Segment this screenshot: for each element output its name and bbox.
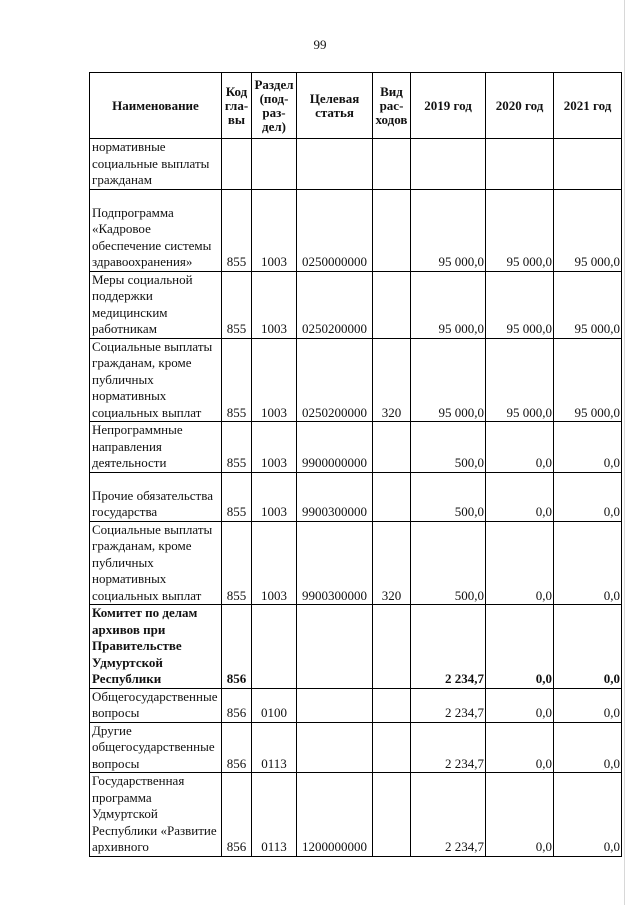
table-row <box>90 688 622 722</box>
cell-y2020: 0,0 <box>486 472 554 521</box>
cell-name: Подпрограмма «Кадровое обеспечение системы здравоохранения» <box>90 189 222 271</box>
cell-y2019: 500,0 <box>411 422 486 473</box>
cell-y2019: 95 000,0 <box>411 189 486 271</box>
cell-target: 0250200000 <box>297 271 373 338</box>
cell-section: 1003 <box>252 271 297 338</box>
table-header-row <box>90 73 622 139</box>
cell-target: 0250200000 <box>297 338 373 422</box>
page-number: 99 <box>313 37 327 52</box>
cell-chapter: 855 <box>222 189 252 271</box>
cell-y2019: 2 234,7 <box>411 688 486 722</box>
cell-section: 0113 <box>252 722 297 773</box>
cell-expense <box>373 472 411 521</box>
cell-y2019: 2 234,7 <box>411 722 486 773</box>
cell-y2020: 95 000,0 <box>486 338 554 422</box>
header-section: Раздел (под-раз-дел) <box>252 73 297 139</box>
table-row <box>90 472 622 521</box>
cell-y2021: 0,0 <box>554 521 622 605</box>
cell-name: Государственная программа Удмуртской Республики «Развитие архивного <box>90 773 222 857</box>
cell-y2021 <box>554 139 622 190</box>
cell-target <box>297 722 373 773</box>
cell-section: 1003 <box>252 338 297 422</box>
cell-expense <box>373 189 411 271</box>
header-target: Целевая статья <box>297 73 373 139</box>
cell-name: Комитет по делам архивов при Правительстве Удмуртской Республики <box>90 605 222 689</box>
table-row <box>90 605 622 689</box>
cell-y2020: 95 000,0 <box>486 189 554 271</box>
cell-target: 0250000000 <box>297 189 373 271</box>
cell-section <box>252 139 297 190</box>
cell-y2020: 0,0 <box>486 722 554 773</box>
budget-table <box>89 72 622 857</box>
cell-chapter: 855 <box>222 338 252 422</box>
header-2019: 2019 год <box>411 73 486 139</box>
cell-name: Социальные выплаты гражданам, кроме публичных нормативных социальных выплат <box>90 521 222 605</box>
cell-chapter <box>222 139 252 190</box>
cell-y2020 <box>486 139 554 190</box>
cell-expense <box>373 688 411 722</box>
cell-chapter: 856 <box>222 688 252 722</box>
cell-y2021: 95 000,0 <box>554 189 622 271</box>
header-2021: 2021 год <box>554 73 622 139</box>
cell-section <box>252 605 297 689</box>
cell-y2020: 0,0 <box>486 688 554 722</box>
cell-expense <box>373 773 411 857</box>
cell-section: 0113 <box>252 773 297 857</box>
cell-expense <box>373 605 411 689</box>
cell-section: 1003 <box>252 189 297 271</box>
cell-name: Непрограммные направления деятельности <box>90 422 222 473</box>
cell-y2021: 0,0 <box>554 688 622 722</box>
header-chapter: Код гла-вы <box>222 73 252 139</box>
cell-y2021: 95 000,0 <box>554 271 622 338</box>
cell-chapter: 856 <box>222 605 252 689</box>
cell-y2020: 95 000,0 <box>486 271 554 338</box>
table-row <box>90 422 622 473</box>
table-row <box>90 189 622 271</box>
cell-section: 1003 <box>252 521 297 605</box>
cell-y2021: 0,0 <box>554 722 622 773</box>
cell-chapter: 856 <box>222 722 252 773</box>
cell-y2021: 0,0 <box>554 773 622 857</box>
header-expense: Вид рас-ходов <box>373 73 411 139</box>
cell-expense <box>373 422 411 473</box>
cell-name: нормативные социальные выплаты гражданам <box>90 139 222 190</box>
cell-y2021: 0,0 <box>554 422 622 473</box>
cell-target: 9900300000 <box>297 521 373 605</box>
cell-chapter: 855 <box>222 521 252 605</box>
table-row <box>90 521 622 605</box>
cell-y2020: 0,0 <box>486 773 554 857</box>
cell-target <box>297 688 373 722</box>
cell-y2019: 95 000,0 <box>411 338 486 422</box>
header-2020: 2020 год <box>486 73 554 139</box>
cell-target <box>297 605 373 689</box>
cell-y2020: 0,0 <box>486 422 554 473</box>
cell-chapter: 855 <box>222 472 252 521</box>
cell-y2020: 0,0 <box>486 605 554 689</box>
cell-expense <box>373 271 411 338</box>
cell-name: Социальные выплаты гражданам, кроме публичных нормативных социальных выплат <box>90 338 222 422</box>
cell-section: 1003 <box>252 472 297 521</box>
table-row <box>90 271 622 338</box>
scan-edge-line <box>624 0 625 905</box>
cell-expense: 320 <box>373 338 411 422</box>
cell-chapter: 856 <box>222 773 252 857</box>
cell-y2021: 95 000,0 <box>554 338 622 422</box>
cell-target: 9900000000 <box>297 422 373 473</box>
cell-target <box>297 139 373 190</box>
header-name: Наименование <box>90 73 222 139</box>
cell-name: Меры социальной поддержки медицинским работникам <box>90 271 222 338</box>
table-row <box>90 773 622 857</box>
table-body <box>90 139 622 857</box>
cell-name: Прочие обязательства государства <box>90 472 222 521</box>
cell-section: 1003 <box>252 422 297 473</box>
cell-y2020: 0,0 <box>486 521 554 605</box>
cell-expense <box>373 139 411 190</box>
cell-y2019: 95 000,0 <box>411 271 486 338</box>
cell-expense <box>373 722 411 773</box>
cell-target: 9900300000 <box>297 472 373 521</box>
cell-y2019 <box>411 139 486 190</box>
cell-y2019: 2 234,7 <box>411 605 486 689</box>
cell-name: Другие общегосударственные вопросы <box>90 722 222 773</box>
cell-target: 1200000000 <box>297 773 373 857</box>
cell-y2021: 0,0 <box>554 472 622 521</box>
cell-y2021: 0,0 <box>554 605 622 689</box>
cell-expense: 320 <box>373 521 411 605</box>
table-row <box>90 722 622 773</box>
table-row <box>90 139 622 190</box>
cell-y2019: 500,0 <box>411 521 486 605</box>
cell-y2019: 2 234,7 <box>411 773 486 857</box>
cell-y2019: 500,0 <box>411 472 486 521</box>
cell-section: 0100 <box>252 688 297 722</box>
cell-name: Общегосударственные вопросы <box>90 688 222 722</box>
cell-chapter: 855 <box>222 422 252 473</box>
cell-chapter: 855 <box>222 271 252 338</box>
table-row <box>90 338 622 422</box>
